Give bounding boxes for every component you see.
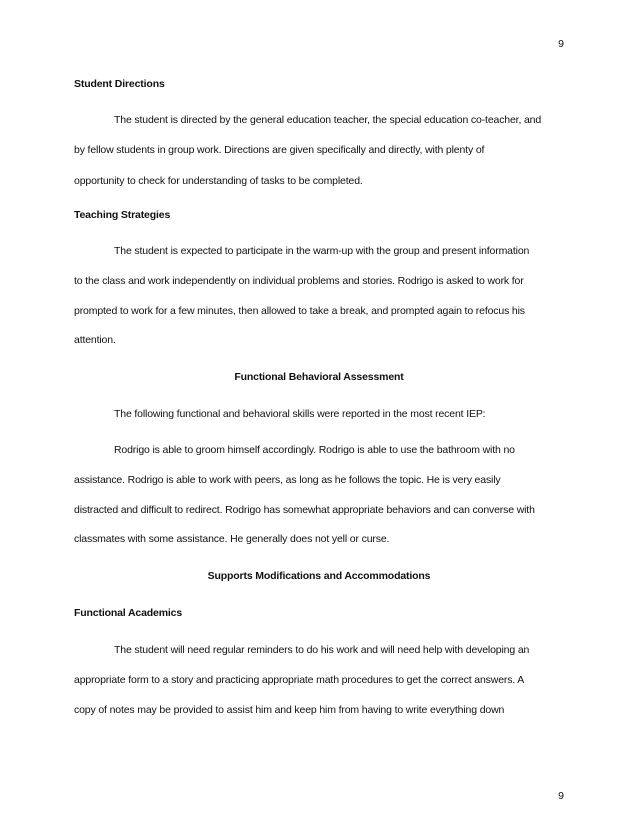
paragraph-line: classmates with some assistance. He generally does not yell or curse. — [74, 533, 390, 545]
paragraph-line: The student is directed by the general education teacher, the special education co-teacher, and — [114, 114, 542, 126]
paragraph-line: opportunity to check for understanding of tasks to be completed. — [74, 175, 363, 187]
teaching-strategies-heading: Teaching Strategies — [74, 209, 171, 221]
student-directions-heading: Student Directions — [74, 78, 165, 90]
paragraph-line: to the class and work independently on individual problems and stories. Rodrigo is asked to work for — [74, 275, 524, 287]
paragraph-line: distracted and difficult to redirect. Rodrigo has somewhat appropriate behaviors and can converse with — [74, 504, 535, 516]
paragraph-line: The student will need regular reminders to do his work and will need help with developing an — [114, 644, 530, 656]
paragraph-line: attention. — [74, 334, 116, 346]
paragraph-line: copy of notes may be provided to assist him and keep him from having to write everything down — [74, 704, 505, 716]
fba-heading: Functional Behavioral Assessment — [234, 371, 404, 383]
page-number-top: 9 — [558, 38, 564, 50]
supports-heading: Supports Modifications and Accommodations — [207, 570, 431, 582]
paragraph-line: The following functional and behavioral skills were reported in the most recent IEP: — [114, 408, 486, 420]
paragraph-line: The student is expected to participate in the warm-up with the group and present information — [114, 245, 530, 257]
paragraph-line: by fellow students in group work. Directions are given specifically and directly, with plenty of — [74, 144, 485, 156]
paragraph-line: prompted to work for a few minutes, then allowed to take a break, and prompted again to refocus his — [74, 305, 525, 317]
page-number-bottom: 9 — [558, 790, 564, 802]
paragraph-line: Rodrigo is able to groom himself accordingly. Rodrigo is able to use the bathroom with no — [114, 444, 515, 456]
paragraph-line: appropriate form to a story and practicing appropriate math procedures to get the correct answers. A — [74, 674, 525, 686]
functional-academics-heading: Functional Academics — [74, 607, 183, 619]
paragraph-line: assistance. Rodrigo is able to work with peers, as long as he follows the topic. He is very easily — [74, 474, 501, 486]
